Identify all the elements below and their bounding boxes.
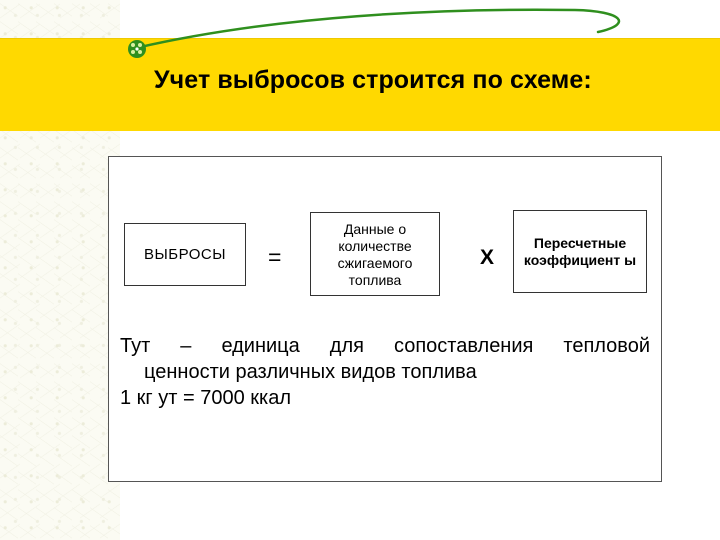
note-line-3: 1 кг ут = 7000 ккал bbox=[120, 387, 292, 409]
content-panel bbox=[108, 156, 662, 482]
fuel-data-label: Данные о количестве сжигаемого топлива bbox=[337, 221, 413, 288]
emissions-label: ВЫБРОСЫ bbox=[143, 246, 227, 263]
equals-sign: = bbox=[268, 244, 282, 270]
note-line-1: Тут – единица для сопоставления тепловой bbox=[120, 335, 650, 357]
emissions-box bbox=[124, 223, 246, 286]
slide-title: Учет выбросов строится по схеме: bbox=[154, 66, 592, 94]
decorative-bullet-icon bbox=[128, 40, 146, 58]
notes-block bbox=[120, 333, 650, 411]
fuel-data-box bbox=[310, 212, 440, 296]
coefficients-label: Пересчетные коэффициент ы bbox=[523, 234, 637, 268]
coefficients-box bbox=[513, 210, 647, 293]
note-line-2: ценности различных видов топлива bbox=[144, 361, 477, 383]
multiply-sign: Х bbox=[480, 246, 495, 269]
